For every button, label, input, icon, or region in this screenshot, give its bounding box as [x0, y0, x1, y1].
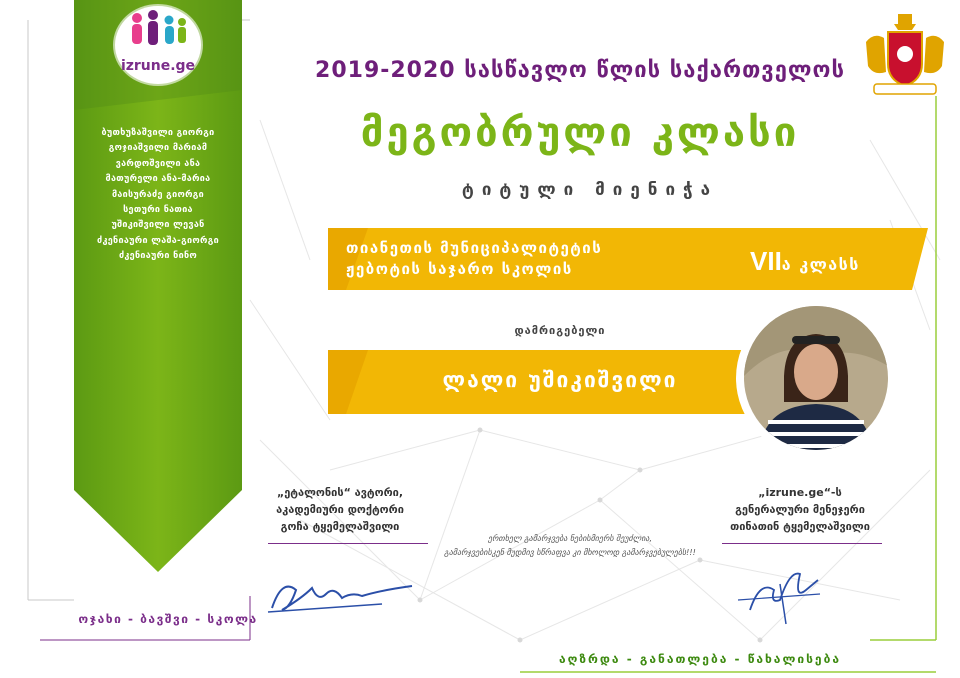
student-name: სეთური ნათია — [123, 205, 193, 216]
student-name: ძკენიაური ნინო — [118, 251, 198, 262]
logo-text: izrune.ge — [120, 58, 196, 74]
signature-line-right — [722, 543, 882, 544]
signature-right — [750, 574, 818, 610]
main-title: მეგობრული კლასი — [360, 110, 800, 156]
signature-left — [262, 568, 432, 618]
nominee-name: ლალი უშიკიშვილი — [442, 368, 678, 392]
class-roman: VII — [750, 246, 782, 276]
signatory-left-role: „ეტალონის“ ავტორი, — [276, 486, 404, 499]
student-name: ვარდოშვილი ანა — [115, 158, 201, 169]
coat-of-arms-icon — [860, 12, 950, 98]
motto-family-child-school: ოჯახი - ბავშვი - სკოლა — [78, 612, 258, 626]
signatory-right-title: გენერალური მენეჯერი — [735, 503, 865, 516]
signature-line-left — [268, 543, 428, 544]
year-title: 2019-2020 სასწავლო წლის საქართველოს — [315, 58, 845, 83]
school-name-line2: ჟებოტის საჯარო სკოლის — [346, 260, 573, 278]
signatory-right-org: „izrune.ge“-ს — [758, 486, 842, 499]
note-line2: გამარჯვებისკენ მუდმივ სწრაფვა კი მხოლოდ გამარჯვებულებს!!! — [444, 548, 696, 557]
student-name: მათურელი ანა-მარია — [105, 174, 211, 185]
signatory-right — [700, 484, 900, 535]
subtitle: ტიტული მიენიჭა — [461, 180, 719, 200]
student-list — [80, 126, 236, 265]
student-name: მაისურაძე გიორგი — [111, 189, 205, 200]
note-line1: ერთხელ გამარჯვება ნებისმიერს შეუძლია, — [488, 534, 652, 543]
signatory-left-title: აკადემიური დოქტორი — [276, 503, 404, 516]
izrune-logo[interactable] — [103, 6, 213, 86]
school-name-line1: თიანეთის მუნიციპალიტეტის — [346, 239, 603, 257]
teacher-photo — [744, 306, 888, 450]
class-rest: ა კლასს — [781, 255, 860, 274]
signatory-left-name: გოჩა ტყემელაშვილი — [280, 520, 400, 533]
student-name: გოჯიაშვილი მარიამ — [108, 143, 208, 154]
student-name: ძკენიაური ლაშა-გიორგი — [97, 235, 219, 246]
signatory-right-name: თინათინ ტყემელაშვილი — [730, 520, 870, 533]
class-label — [750, 246, 910, 277]
signatory-left — [240, 484, 440, 535]
family-figures-icon — [115, 6, 201, 56]
class-teacher-label: დამრიგებელი — [514, 324, 606, 337]
motivational-note — [440, 532, 700, 560]
student-name: ბუთხუზაშვილი გიორგი — [101, 128, 215, 138]
student-name: უშიკიშვილი ლევან — [111, 220, 205, 231]
school-name — [346, 238, 706, 280]
motto-upbringing-education: აღზრდა - განათლება - წახალისება — [559, 652, 841, 666]
